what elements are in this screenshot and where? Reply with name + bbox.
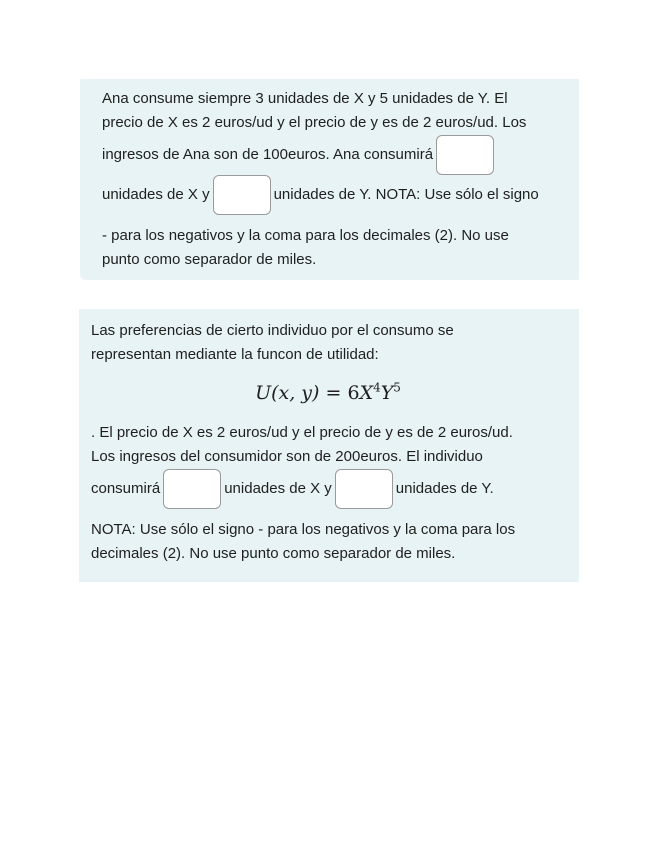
q2-text-line-3: . El precio de X es 2 euros/ud y el precio de y es de 2 euros/ud. bbox=[91, 424, 513, 441]
q1-text-line-6: punto como separador de miles. bbox=[102, 251, 317, 268]
q1-answer-x-input[interactable] bbox=[436, 135, 494, 175]
question-1-card bbox=[80, 79, 579, 280]
formula-var-x: X bbox=[359, 382, 374, 404]
utility-formula bbox=[91, 373, 565, 413]
q1-text-line-3-label: ingresos de Ana son de 100euros. Ana consumirá bbox=[102, 146, 434, 163]
q2-text-line-5-label-b: unidades de X y bbox=[224, 480, 332, 497]
formula-var-y: Y bbox=[380, 382, 394, 404]
q2-text-line-6: NOTA: Use sólo el signo - para los negativos y la coma para los bbox=[91, 521, 516, 538]
q1-text-line-1: Ana consume siempre 3 unidades de X y 5 unidades de Y. El bbox=[102, 90, 508, 107]
formula-lhs: U(x, y) bbox=[255, 382, 320, 404]
formula-exp-x: 4 bbox=[373, 380, 381, 395]
formula-exp-y: 5 bbox=[393, 380, 401, 395]
q2-text-line-5-label-a: consumirá bbox=[91, 480, 161, 497]
formula-coefficient: 6 bbox=[347, 382, 360, 404]
q1-answer-y-input[interactable] bbox=[213, 175, 271, 215]
q2-text-line-7: decimales (2). No use punto como separador de miles. bbox=[91, 545, 456, 562]
q2-text-line-1: Las preferencias de cierto individuo por el consumo se bbox=[91, 322, 454, 339]
q1-text-line-4 bbox=[102, 175, 561, 215]
q2-text-line-5-label-c: unidades de Y. bbox=[395, 480, 494, 497]
q1-text-line-4-label-b: unidades de Y. NOTA: Use sólo el signo bbox=[273, 186, 539, 203]
q1-text-line-2: precio de X es 2 euros/ud y el precio de y es de 2 euros/ud. Los bbox=[102, 114, 527, 131]
q2-text-line-5 bbox=[91, 469, 565, 509]
q1-text-line-4-label-a: unidades de X y bbox=[102, 186, 210, 203]
formula-equals: = bbox=[325, 382, 342, 404]
q1-text-line-5: - para los negativos y la coma para los decimales (2). No use bbox=[102, 227, 509, 244]
q2-answer-x-input[interactable] bbox=[163, 469, 221, 509]
q2-text-line-2: representan mediante la funcon de utilidad: bbox=[91, 346, 379, 363]
q2-answer-y-input[interactable] bbox=[335, 469, 393, 509]
q1-text-line-3 bbox=[102, 135, 561, 175]
q2-text-line-4: Los ingresos del consumidor son de 200euros. El individuo bbox=[91, 448, 483, 465]
question-2-card bbox=[79, 309, 579, 582]
